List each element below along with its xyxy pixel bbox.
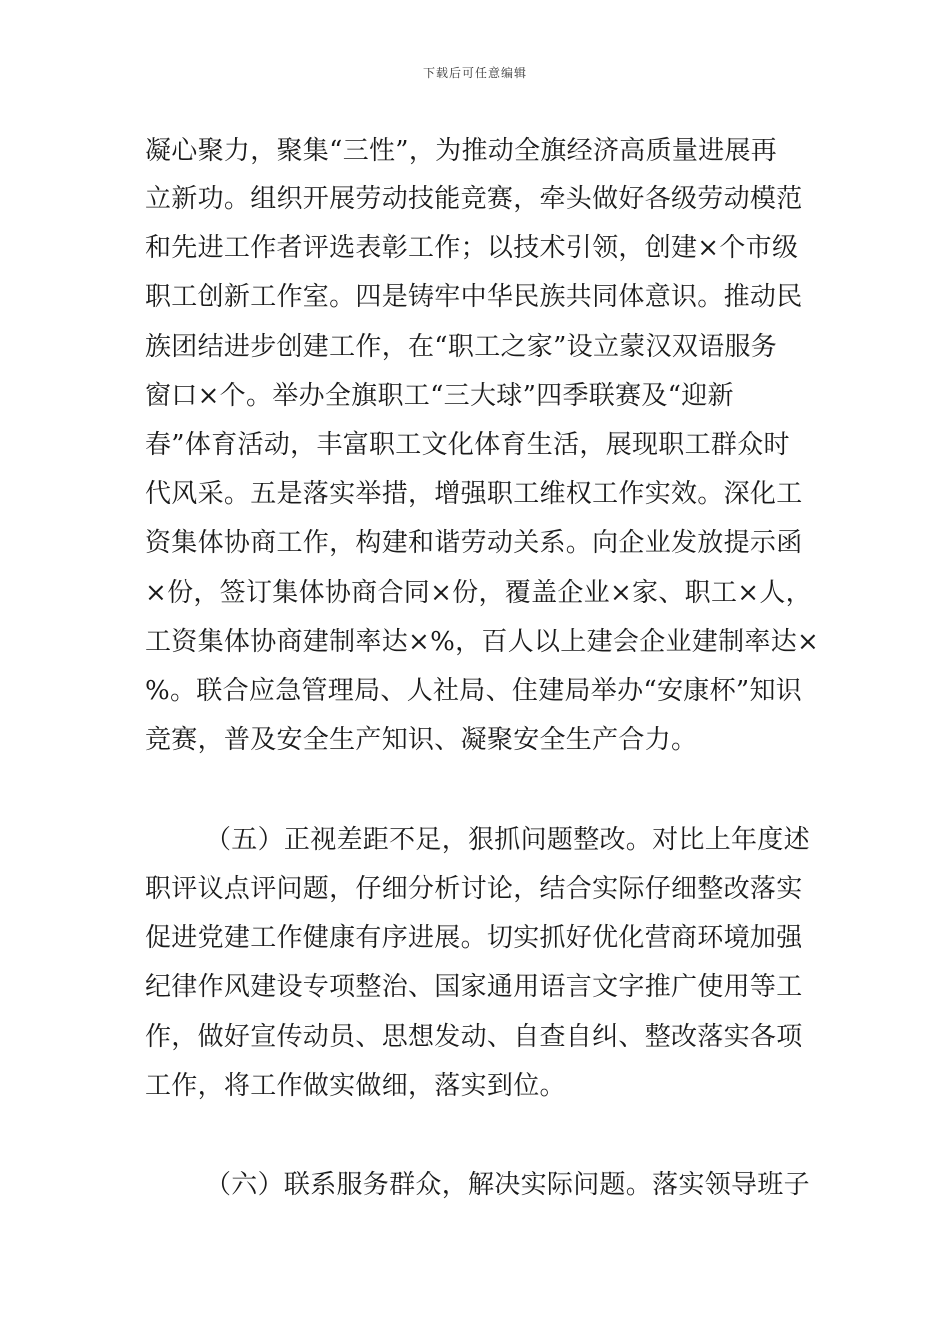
body-line: 工资集体协商建制率达×%，百人以上建会企业建制率达× [145, 627, 820, 657]
body-line: 和先进工作者评选表彰工作；以技术引领，创建×个市级 [145, 233, 799, 263]
body-line: 凝心聚力，聚集“三性”，为推动全旗经济高质量进展再 [145, 136, 778, 166]
body-line: 资集体协商工作，构建和谐劳动关系。向企业发放提示函 [145, 528, 803, 558]
header-note: 下载后可任意编辑 [422, 66, 527, 80]
body-line: 纪律作风建设专项整治、国家通用语言文字推广使用等工 [145, 972, 803, 1002]
body-line: 代风采。五是落实举措，增强职工维权工作实效。深化工 [145, 479, 803, 509]
paragraph-heading: （六）联系服务群众，解决实际问题。落实领导班子 [205, 1170, 810, 1200]
body-line: ×份，签订集体协商合同×份，覆盖企业×家、职工×人， [145, 578, 812, 608]
body-line: 促进党建工作健康有序进展。切实抓好优化营商环境加强 [145, 923, 803, 953]
body-line: 窗口×个。举办全旗职工“三大球”四季联赛及“迎新 [145, 381, 734, 411]
paragraph-heading: （五）正视差距不足，狠抓问题整改。对比上年度述 [205, 825, 810, 855]
body-line: 职评议点评问题，仔细分析讨论，结合实际仔细整改落实 [145, 874, 803, 904]
body-line: 作，做好宣传动员、思想发动、自查自纠、整改落实各项 [145, 1022, 803, 1052]
body-line: 职工创新工作室。四是铸牢中华民族共同体意识。推动民 [145, 282, 803, 312]
body-line: 立新功。组织开展劳动技能竞赛，牵头做好各级劳动模范 [145, 184, 803, 214]
body-line: 竞赛，普及安全生产知识、凝聚安全生产合力。 [145, 725, 698, 755]
body-line: 春”体育活动，丰富职工文化体育生活，展现职工群众时 [145, 430, 790, 460]
body-line: 族团结进步创建工作，在“职工之家”设立蒙汉双语服务 [145, 332, 778, 362]
body-line: %。联合应急管理局、人社局、住建局举办“安康杯”知识 [145, 676, 803, 706]
body-line: 工作，将工作做实做细，落实到位。 [145, 1071, 566, 1101]
